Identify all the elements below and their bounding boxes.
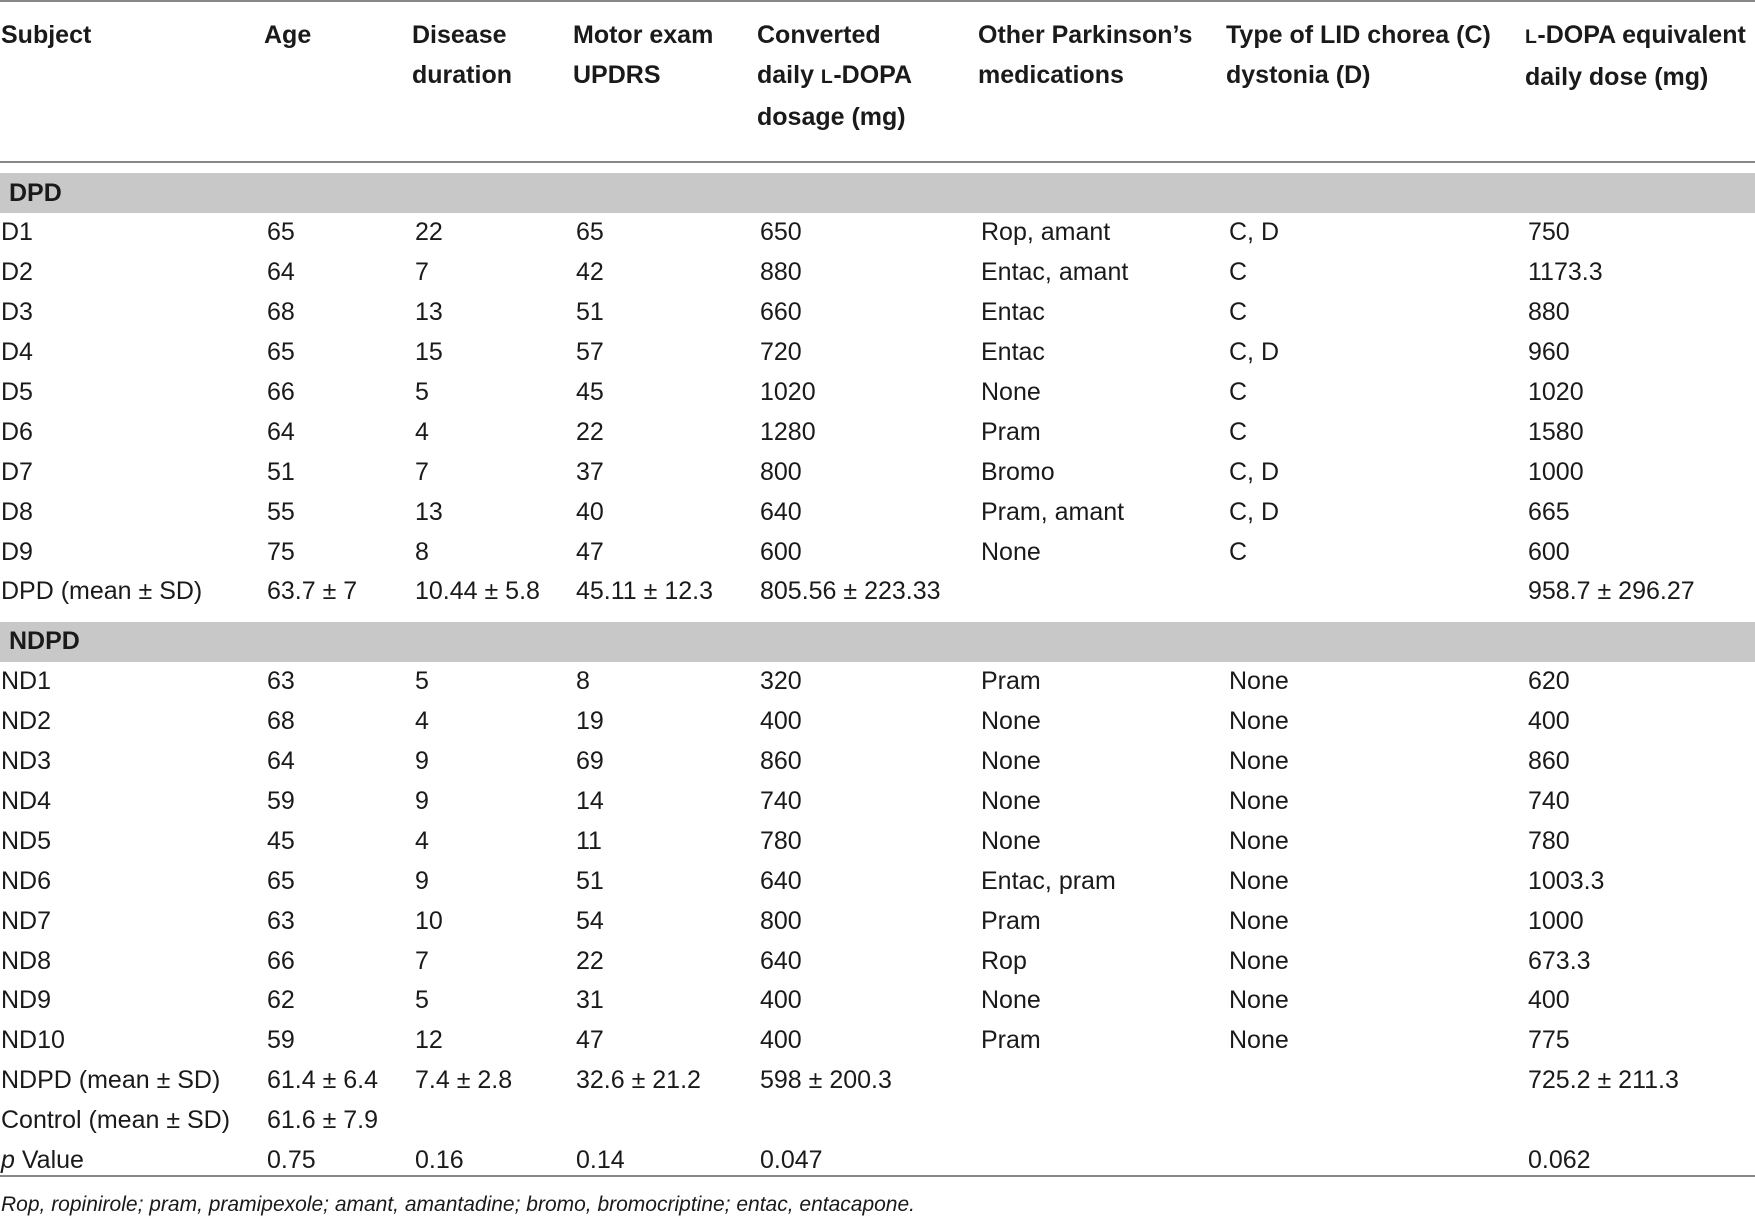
cell-ldopa-dosage: 880 bbox=[760, 258, 802, 287]
cell-ldopa-equivalent: 1003.3 bbox=[1528, 866, 1605, 895]
cell-updrs: 22 bbox=[576, 946, 604, 975]
column-header-disease-duration: Disease duration bbox=[411, 1, 572, 162]
cell-medications: Rop, amant bbox=[981, 218, 1111, 247]
cell-subject: DPD (mean ± SD) bbox=[1, 577, 203, 606]
cell-disease-duration: 4 bbox=[415, 417, 429, 446]
table-row bbox=[0, 253, 1755, 293]
column-header-subject: Subject bbox=[0, 1, 263, 162]
cell-age: 61.6 ± 7.9 bbox=[267, 1106, 379, 1135]
cell-updrs: 57 bbox=[576, 338, 604, 367]
cell-age: 65 bbox=[267, 866, 295, 895]
cell-lid-type: None bbox=[1229, 826, 1289, 855]
cell-ldopa-dosage: 780 bbox=[760, 826, 802, 855]
cell-updrs: 45 bbox=[576, 378, 604, 406]
table-header bbox=[0, 1, 1755, 162]
cell-ldopa-equivalent: 740 bbox=[1528, 787, 1570, 816]
cell-updrs: 47 bbox=[576, 1026, 604, 1055]
cell-updrs: 40 bbox=[576, 497, 604, 526]
cell-lid-type: None bbox=[1229, 707, 1289, 736]
table-row bbox=[0, 532, 1755, 572]
cell-disease-duration: 5 bbox=[415, 986, 429, 1015]
table-row bbox=[0, 981, 1755, 1021]
cell-ldopa-equivalent: 673.3 bbox=[1528, 946, 1591, 975]
cell-ldopa-dosage: 1280 bbox=[760, 417, 816, 446]
cell-medications: None bbox=[981, 707, 1041, 736]
cell-ldopa-dosage: 320 bbox=[760, 667, 802, 696]
cell-updrs: 11 bbox=[576, 826, 602, 855]
cell-subject: D4 bbox=[1, 338, 33, 367]
cell-subject: ND4 bbox=[1, 787, 52, 816]
cell-subject: D1 bbox=[1, 218, 33, 247]
table-row bbox=[0, 941, 1755, 981]
cell-ldopa-dosage: 400 bbox=[760, 707, 802, 736]
cell-medications: Pram bbox=[981, 417, 1041, 446]
cell-ldopa-dosage bbox=[756, 1101, 977, 1141]
cell-ldopa-equivalent: 600 bbox=[1528, 537, 1570, 566]
cell-age: 64 bbox=[267, 258, 295, 287]
cell-ldopa-equivalent: 860 bbox=[1528, 747, 1570, 776]
cell-subject: ND5 bbox=[1, 826, 52, 855]
table-row bbox=[0, 1101, 1755, 1141]
cell-age: 75 bbox=[267, 537, 295, 566]
cell-age: 51 bbox=[267, 457, 295, 486]
cell-updrs: 69 bbox=[576, 747, 604, 776]
cell-updrs: 47 bbox=[576, 537, 604, 566]
cell-medications: Entac bbox=[981, 298, 1045, 327]
table-row bbox=[0, 1061, 1755, 1101]
cell-ldopa-equivalent: 665 bbox=[1528, 497, 1570, 526]
cell-medications: Pram, amant bbox=[981, 497, 1125, 526]
cell-ldopa-equivalent: 958.7 ± 296.27 bbox=[1528, 577, 1695, 606]
cell-medications bbox=[977, 1101, 1225, 1141]
cell-age: 59 bbox=[267, 1026, 295, 1055]
table-row bbox=[0, 572, 1755, 612]
cell-ldopa-dosage: 600 bbox=[760, 537, 802, 566]
cell-age: 64 bbox=[267, 417, 295, 446]
cell-subject: D5 bbox=[1, 378, 33, 406]
cell-age: 66 bbox=[267, 378, 295, 406]
cell-medications: None bbox=[981, 787, 1041, 816]
cell-ldopa-dosage: 400 bbox=[760, 1026, 802, 1055]
cell-updrs: 8 bbox=[576, 667, 590, 696]
cell-updrs: 31 bbox=[576, 986, 604, 1015]
cell-updrs: 45.11 ± 12.3 bbox=[576, 577, 713, 606]
cell-ldopa-dosage: 660 bbox=[760, 298, 802, 327]
cell-lid-type: C bbox=[1229, 378, 1248, 406]
cell-updrs: 51 bbox=[576, 298, 604, 327]
cell-updrs: 42 bbox=[576, 258, 604, 287]
cell-age: 45 bbox=[267, 826, 295, 855]
cell-medications: Pram bbox=[981, 906, 1041, 935]
cell-updrs: 14 bbox=[576, 787, 604, 816]
cell-medications: Entac bbox=[981, 338, 1045, 367]
spacer-cell bbox=[0, 612, 1755, 622]
table-row bbox=[0, 821, 1755, 861]
cell-disease-duration: 13 bbox=[415, 497, 443, 526]
cell-ldopa-equivalent: 1000 bbox=[1528, 457, 1584, 486]
table-row bbox=[0, 333, 1755, 373]
cell-ldopa-dosage: 740 bbox=[760, 787, 802, 816]
cell-subject: Control (mean ± SD) bbox=[1, 1106, 231, 1135]
cell-ldopa-dosage: 598 ± 200.3 bbox=[760, 1066, 892, 1095]
cell-lid-type: None bbox=[1229, 747, 1289, 776]
cell-lid-type: None bbox=[1229, 667, 1289, 696]
table-row bbox=[0, 492, 1755, 532]
table-footnote: Rop, ropinirole; pram, pramipexole; amant, amantadine; bromo, bromocriptine; entac, entacapone. bbox=[1, 1193, 915, 1216]
column-header-type-of-lid-chorea-c-dystonia-d: Type of LID chorea (C) dystonia (D) bbox=[1225, 1, 1524, 162]
section-spacer bbox=[0, 162, 1755, 173]
cell-lid-type: C, D bbox=[1229, 338, 1279, 367]
cell-medications: Bromo bbox=[981, 457, 1055, 486]
cell-updrs: 32.6 ± 21.2 bbox=[576, 1066, 701, 1095]
cell-medications: Rop bbox=[981, 946, 1027, 975]
table-row bbox=[0, 782, 1755, 822]
cell-ldopa-equivalent bbox=[1524, 1101, 1755, 1141]
cell-medications: None bbox=[981, 747, 1041, 776]
cell-ldopa-dosage: 0.047 bbox=[760, 1146, 823, 1175]
cell-subject: ND1 bbox=[1, 667, 52, 696]
cell-age: 66 bbox=[267, 946, 295, 975]
cell-ldopa-dosage: 640 bbox=[760, 946, 802, 975]
cell-ldopa-equivalent: 750 bbox=[1528, 218, 1570, 247]
cell-subject: D6 bbox=[1, 417, 33, 446]
cell-disease-duration: 7 bbox=[415, 258, 429, 287]
cell-ldopa-equivalent: 880 bbox=[1528, 298, 1570, 327]
cell-subject: ND6 bbox=[1, 866, 52, 895]
cell-updrs: 51 bbox=[576, 866, 604, 895]
cell-lid-type: None bbox=[1229, 906, 1289, 935]
cell-age: 55 bbox=[267, 497, 295, 526]
cell-disease-duration: 10.44 ± 5.8 bbox=[415, 577, 540, 606]
cell-age: 68 bbox=[267, 298, 295, 327]
column-header-converted-daily-l-dopa-dosage-mg: Converted daily L-DOPA dosage (mg) bbox=[756, 1, 977, 162]
cell-ldopa-dosage: 650 bbox=[760, 218, 802, 247]
cell-medications: None bbox=[981, 378, 1041, 406]
cell-disease-duration: 10 bbox=[415, 906, 443, 935]
cell-age: 0.75 bbox=[267, 1146, 316, 1175]
cell-disease-duration: 7 bbox=[415, 457, 429, 486]
cell-age: 65 bbox=[267, 338, 295, 367]
cell-updrs: 37 bbox=[576, 457, 604, 486]
cell-medications: Pram bbox=[981, 1026, 1041, 1055]
cell-lid-type: None bbox=[1229, 787, 1289, 816]
table-row bbox=[0, 373, 1755, 413]
table-row bbox=[0, 213, 1755, 253]
section-label: DPD bbox=[0, 173, 1755, 213]
cell-medications: Entac, amant bbox=[981, 258, 1129, 287]
cell-ldopa-equivalent: 1173.3 bbox=[1528, 258, 1603, 287]
cell-disease-duration: 22 bbox=[415, 218, 443, 247]
section-header-dpd bbox=[0, 173, 1755, 213]
section-header-ndpd bbox=[0, 622, 1755, 662]
cell-disease-duration: 15 bbox=[415, 338, 443, 367]
cell-subject: D2 bbox=[1, 258, 33, 287]
table-bottom-rule bbox=[0, 1175, 1755, 1177]
column-header-l-dopa-equivalent-daily-dose-mg: L-DOPA equivalent daily dose (mg) bbox=[1524, 1, 1755, 162]
cell-subject: ND9 bbox=[1, 986, 52, 1015]
cell-ldopa-equivalent: 400 bbox=[1528, 986, 1570, 1015]
table-row bbox=[0, 901, 1755, 941]
cell-medications: None bbox=[981, 826, 1041, 855]
cell-medications bbox=[977, 572, 1225, 612]
column-header-age: Age bbox=[263, 1, 411, 162]
cell-disease-duration: 9 bbox=[415, 866, 429, 895]
cell-lid-type: None bbox=[1229, 946, 1289, 975]
table-row bbox=[0, 452, 1755, 492]
spacer-cell bbox=[0, 162, 1755, 173]
cell-age: 65 bbox=[267, 218, 295, 247]
cell-medications bbox=[977, 1061, 1225, 1101]
cell-lid-type: None bbox=[1229, 1026, 1289, 1055]
cell-subject: D3 bbox=[1, 298, 33, 327]
cell-lid-type: None bbox=[1229, 986, 1289, 1015]
table-row bbox=[0, 702, 1755, 742]
cell-subject: ND10 bbox=[1, 1026, 65, 1055]
cell-ldopa-equivalent: 780 bbox=[1528, 826, 1570, 855]
cell-disease-duration: 13 bbox=[415, 298, 443, 327]
cell-updrs: 19 bbox=[576, 707, 604, 736]
cell-ldopa-equivalent: 1000 bbox=[1528, 906, 1584, 935]
cell-lid-type: None bbox=[1229, 866, 1289, 895]
cell-disease-duration bbox=[411, 1101, 572, 1141]
cell-subject: D7 bbox=[1, 457, 33, 486]
cell-ldopa-dosage: 800 bbox=[760, 906, 802, 935]
cell-disease-duration: 5 bbox=[415, 378, 429, 406]
cell-lid-type: C bbox=[1229, 258, 1248, 287]
cell-disease-duration: 9 bbox=[415, 787, 429, 816]
table-row bbox=[0, 412, 1755, 452]
cell-ldopa-equivalent: 725.2 ± 211.3 bbox=[1528, 1066, 1679, 1095]
cell-disease-duration: 0.16 bbox=[415, 1146, 464, 1175]
cell-disease-duration: 4 bbox=[415, 707, 429, 736]
cell-updrs: 65 bbox=[576, 218, 604, 247]
column-header-other-parkinson-s-medications: Other Parkinson’s medications bbox=[977, 1, 1225, 162]
cell-medications: Pram bbox=[981, 667, 1041, 696]
cell-lid-type bbox=[1225, 1101, 1524, 1141]
cell-subject: D9 bbox=[1, 537, 33, 566]
cell-lid-type: C bbox=[1229, 417, 1248, 446]
cell-subject: D8 bbox=[1, 497, 33, 526]
cell-updrs: 54 bbox=[576, 906, 604, 935]
cell-ldopa-equivalent: 960 bbox=[1528, 338, 1570, 367]
cell-ldopa-dosage: 640 bbox=[760, 497, 802, 526]
cell-lid-type: C, D bbox=[1229, 218, 1279, 247]
cell-updrs: 0.14 bbox=[576, 1146, 625, 1175]
cell-subject: ND2 bbox=[1, 707, 52, 736]
cell-lid-type bbox=[1225, 1061, 1524, 1101]
cell-disease-duration: 7 bbox=[415, 946, 429, 975]
header-row bbox=[0, 1, 1755, 162]
cell-disease-duration: 12 bbox=[415, 1026, 443, 1055]
cell-subject: ND8 bbox=[1, 946, 52, 975]
cell-lid-type: C, D bbox=[1229, 457, 1279, 486]
table-row bbox=[0, 861, 1755, 901]
cell-medications: Entac, pram bbox=[981, 866, 1116, 895]
cell-ldopa-equivalent: 1580 bbox=[1528, 417, 1584, 446]
cell-ldopa-equivalent: 400 bbox=[1528, 707, 1570, 736]
section-label: NDPD bbox=[0, 622, 1755, 662]
cell-medications: None bbox=[981, 986, 1041, 1015]
cell-subject: p Value bbox=[1, 1146, 84, 1175]
cell-ldopa-dosage: 640 bbox=[760, 866, 802, 895]
cell-ldopa-equivalent: 620 bbox=[1528, 667, 1570, 696]
column-header-motor-exam-updrs: Motor exam UPDRS bbox=[572, 1, 756, 162]
cell-age: 63 bbox=[267, 667, 295, 696]
cell-disease-duration: 4 bbox=[415, 826, 429, 855]
cell-disease-duration: 9 bbox=[415, 747, 429, 776]
cell-ldopa-dosage: 860 bbox=[760, 747, 802, 776]
cell-lid-type bbox=[1225, 572, 1524, 612]
cell-age: 62 bbox=[267, 986, 295, 1015]
cell-disease-duration: 8 bbox=[415, 537, 429, 566]
cell-disease-duration: 7.4 ± 2.8 bbox=[415, 1066, 513, 1095]
cell-subject: ND7 bbox=[1, 906, 52, 935]
cell-disease-duration: 5 bbox=[415, 667, 429, 696]
cell-ldopa-equivalent: 1020 bbox=[1528, 378, 1584, 406]
cell-subject: NDPD (mean ± SD) bbox=[1, 1066, 221, 1095]
cell-ldopa-dosage: 1020 bbox=[760, 378, 816, 406]
cell-ldopa-dosage: 400 bbox=[760, 986, 802, 1015]
table-row bbox=[0, 742, 1755, 782]
cell-ldopa-dosage: 805.56 ± 223.33 bbox=[760, 577, 941, 606]
cell-lid-type: C, D bbox=[1229, 497, 1279, 526]
section-spacer bbox=[0, 612, 1755, 622]
table-row bbox=[0, 1021, 1755, 1061]
cell-ldopa-dosage: 800 bbox=[760, 457, 802, 486]
cell-age: 63.7 ± 7 bbox=[267, 577, 358, 606]
table-row bbox=[0, 293, 1755, 333]
cell-lid-type: C bbox=[1229, 537, 1248, 566]
cell-ldopa-equivalent: 0.062 bbox=[1528, 1146, 1591, 1175]
cell-ldopa-equivalent: 775 bbox=[1528, 1026, 1570, 1055]
cell-subject: ND3 bbox=[1, 747, 52, 776]
cell-age: 64 bbox=[267, 747, 295, 776]
cell-lid-type: C bbox=[1229, 298, 1248, 327]
cell-updrs: 22 bbox=[576, 417, 604, 446]
table-body bbox=[0, 162, 1755, 1180]
cell-age: 61.4 ± 6.4 bbox=[267, 1066, 379, 1095]
cell-updrs bbox=[572, 1101, 756, 1141]
cell-medications: None bbox=[981, 537, 1041, 566]
table-row bbox=[0, 662, 1755, 702]
cell-ldopa-dosage: 720 bbox=[760, 338, 802, 367]
cell-age: 59 bbox=[267, 787, 295, 816]
cell-age: 68 bbox=[267, 707, 295, 736]
cell-age: 63 bbox=[267, 906, 295, 935]
